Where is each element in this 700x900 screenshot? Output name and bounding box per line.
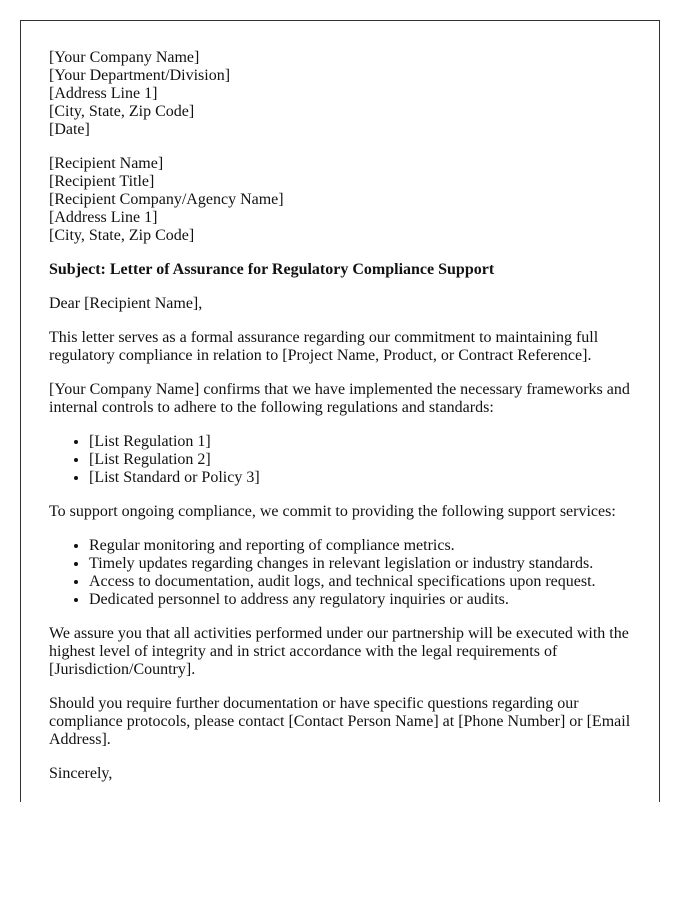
list-item: • [List Regulation 2] bbox=[89, 451, 639, 469]
regulations-list bbox=[49, 433, 639, 487]
sender-company-name: [Your Company Name] bbox=[49, 49, 200, 66]
list-item: • Dedicated personnel to address any regulatory inquiries or audits. bbox=[89, 591, 639, 609]
sender-city-state-zip: [City, State, Zip Code] bbox=[49, 103, 195, 120]
recipient-title: [Recipient Title] bbox=[49, 173, 155, 190]
recipient-city-state-zip: [City, State, Zip Code] bbox=[49, 227, 195, 244]
recipient-company: [Recipient Company/Agency Name] bbox=[49, 191, 284, 208]
list-item: • [List Regulation 1] bbox=[89, 433, 639, 451]
recipient-address-block bbox=[49, 155, 639, 245]
intro-paragraph: This letter serves as a formal assurance regarding our commitment to maintaining full regulatory compliance in relation to [Project Name, Product, or Contract Reference]. bbox=[49, 329, 599, 364]
recipient-name: [Recipient Name] bbox=[49, 155, 164, 172]
frameworks-paragraph: [Your Company Name] confirms that we have implemented the necessary frameworks and internal controls to adhere to the following regulations and standards: bbox=[49, 381, 630, 416]
closing: Sincerely, bbox=[49, 765, 113, 782]
contact-paragraph: Should you require further documentation or have specific questions regarding our compliance protocols, please contact [Contact Person Name] at [Phone Number] or [Email Address]. bbox=[49, 695, 631, 748]
letter-page bbox=[20, 20, 660, 802]
support-services-list bbox=[49, 537, 639, 609]
sender-department: [Your Department/Division] bbox=[49, 67, 231, 84]
letter-content bbox=[49, 49, 639, 799]
letter-date: [Date] bbox=[49, 121, 90, 138]
list-item: • Access to documentation, audit logs, and technical specifications upon request. bbox=[89, 573, 639, 591]
support-intro-paragraph: To support ongoing compliance, we commit to providing the following support services: bbox=[49, 503, 616, 520]
list-item: • [List Standard or Policy 3] bbox=[89, 469, 639, 487]
subject-line: Subject: Letter of Assurance for Regulatory Compliance Support bbox=[49, 261, 495, 278]
list-item: • Regular monitoring and reporting of compliance metrics. bbox=[89, 537, 639, 555]
sender-address-block bbox=[49, 49, 639, 139]
sender-address-line-1: [Address Line 1] bbox=[49, 85, 158, 102]
salutation: Dear [Recipient Name], bbox=[49, 295, 203, 312]
assurance-paragraph: We assure you that all activities performed under our partnership will be executed with the highest level of integrity and in strict accordance with the legal requirements of [Jurisdiction/Country]. bbox=[49, 625, 629, 678]
recipient-address-line-1: [Address Line 1] bbox=[49, 209, 158, 226]
list-item: • Timely updates regarding changes in relevant legislation or industry standards. bbox=[89, 555, 639, 573]
